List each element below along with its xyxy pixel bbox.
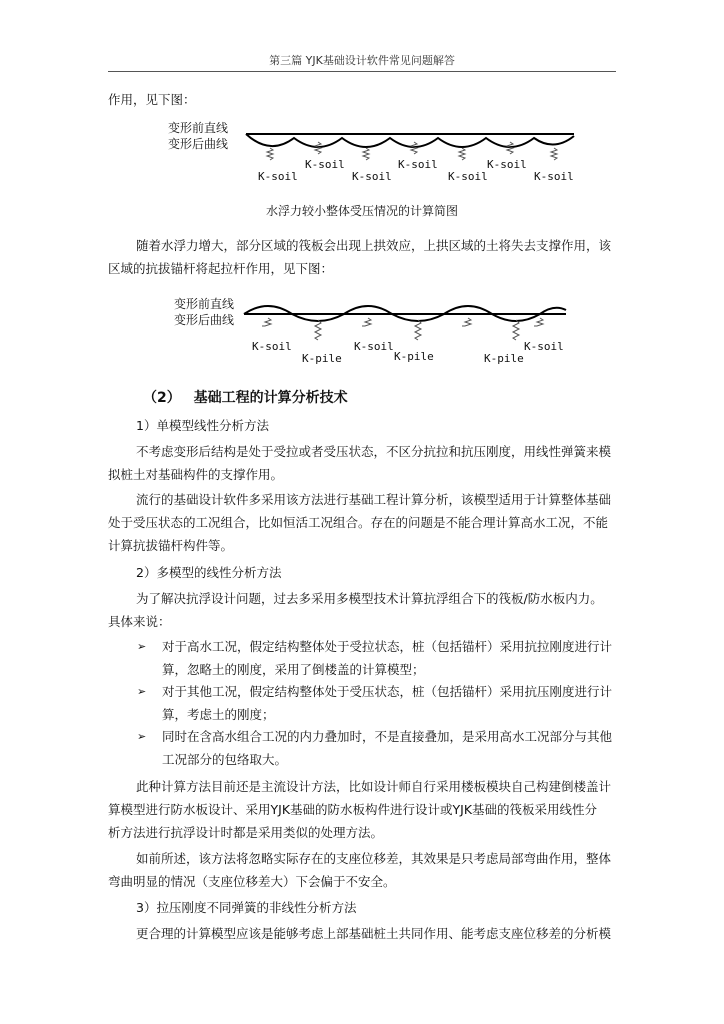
para-c-line2: 具体来说： [108,614,171,629]
bullet-3-line2: 工况部分的包络取大。 [162,752,288,767]
diagram2-spring [513,320,519,340]
bullet-2-line2: 算，考虑土的刚度； [162,707,275,722]
diagram1-spring [551,148,557,160]
diagram1-spring-label: K-soil [305,158,345,171]
subheading-1: 1）单模型线性分析方法 [136,418,269,433]
para2-line2: 区域的抗拔锚杆将起拉杆作用，见下图： [108,261,334,276]
diagram2-label-before: 变形前直线 [174,297,235,311]
diagram-soil-compression [160,118,590,198]
diagram1-spring-label: K-soil [398,158,438,171]
diagram-uplift [168,292,588,368]
bullet-3-line1: 同时在含高水组合工况的内力叠加时，不是直接叠加，是采用高水工况部分与其他 [162,729,613,744]
para-d-line2: 算模型进行防水板设计、采用YJK基础的防水板构件进行设计或YJK基础的筏板采用线性分 [108,802,598,817]
diagram2-spring-label: K-pile [484,352,524,365]
diagram1-label-after: 变形后曲线 [168,137,229,151]
diagram1-label-before: 变形前直线 [168,121,229,135]
diagram1-spring [267,148,273,160]
para-a-line1: 不考虑变形后结构是处于受拉或者受压状态，不区分抗拉和抗压刚度，用线性弹簧来模 [136,444,612,459]
bullet-arrow-icon: ➢ [137,685,147,698]
section-title: 基础工程的计算分析技术 [193,390,348,406]
header-rule [108,71,616,72]
diagram2-spring [262,318,271,326]
diagram1-spring [363,148,369,160]
bullet-1-line2: 算，忽略土的刚度，采用了倒楼盖的计算模型； [162,662,425,677]
diagram1-spring-label: K-soil [487,158,527,171]
subheading-3: 3）拉压刚度不同弹簧的非线性分析方法 [136,900,357,915]
diagram1-deformed-curve [246,134,574,147]
bullet-arrow-icon: ➢ [137,640,147,653]
bullet-1-line1: 对于高水工况，假定结构整体处于受拉状态，桩（包括锚杆）采用抗拉刚度进行计 [162,639,613,654]
para-b-line2: 处于受压状态的工况组合，比如恒活工况组合。存在的问题是不能合理计算高水工况，不能 [108,515,609,530]
diagram2-spring [534,318,543,326]
section-heading [143,387,348,407]
diagram2-spring-label: K-soil [524,340,564,353]
para-a-line2: 拟桩土对基础构件的支撑作用。 [108,467,284,482]
bullet-arrow-icon: ➢ [137,730,147,743]
diagram2-spring-label: K-pile [394,350,434,363]
diagram2-spring [362,318,371,326]
bullet-2-line1: 对于其他工况，假定结构整体处于受压状态，桩（包括锚杆）采用抗压刚度进行计 [162,684,613,699]
page-header: 第三篇 YJK基础设计软件常见问题解答 [269,54,455,67]
diagram2-spring [415,320,421,340]
para-f-line1: 更合理的计算模型应该是能够考虑上部基础桩土共同作用、能考虑支座位移差的分析模 [136,926,612,941]
diagram1-spring-label: K-soil [448,170,488,183]
diagram1-spring-label: K-soil [352,170,392,183]
para-b-line3: 计算抗拔锚杆构件等。 [108,538,234,553]
section-number: （2） [143,390,181,406]
para2-line1: 随着水浮力增大，部分区域的筏板会出现上拱效应，上拱区域的土将失去支撑作用，该 [136,238,612,253]
diagram1-caption: 水浮力较小整体受压情况的计算简图 [265,204,458,218]
para-d-line3: 析方法进行抗浮设计时都是采用类似的处理方法。 [108,825,384,840]
diagram1-spring-label: K-soil [534,170,574,183]
diagram2-spring-label: K-pile [302,352,342,365]
para-e-line2: 弯曲明显的情况（支座位移差大）下会偏于不安全。 [108,874,396,889]
diagram2-spring [315,320,321,340]
para-d-line1: 此种计算方法目前还是主流设计方法，比如设计师自行采用楼板模块自己构建倒楼盖计 [136,779,612,794]
diagram1-spring [459,148,465,160]
intro-text: 作用，见下图： [108,92,196,107]
subheading-2: 2）多模型的线性分析方法 [136,565,282,580]
diagram1-spring-label: K-soil [258,170,298,183]
diagram2-spring-label: K-soil [354,340,394,353]
diagram2-label-after: 变形后曲线 [174,313,235,327]
para-c-line1: 为了解决抗浮设计问题，过去多采用多模型技术计算抗浮组合下的筏板/防水板内力。 [136,591,603,606]
para-b-line1: 流行的基础设计软件多采用该方法进行基础工程计算分析，该模型适用于计算整体基础 [136,492,612,507]
diagram2-spring [462,318,471,326]
para-e-line1: 如前所述，该方法将忽略实际存在的支座位移差，其效果是只考虑局部弯曲作用，整体 [136,851,612,866]
diagram2-spring-label: K-soil [252,340,292,353]
